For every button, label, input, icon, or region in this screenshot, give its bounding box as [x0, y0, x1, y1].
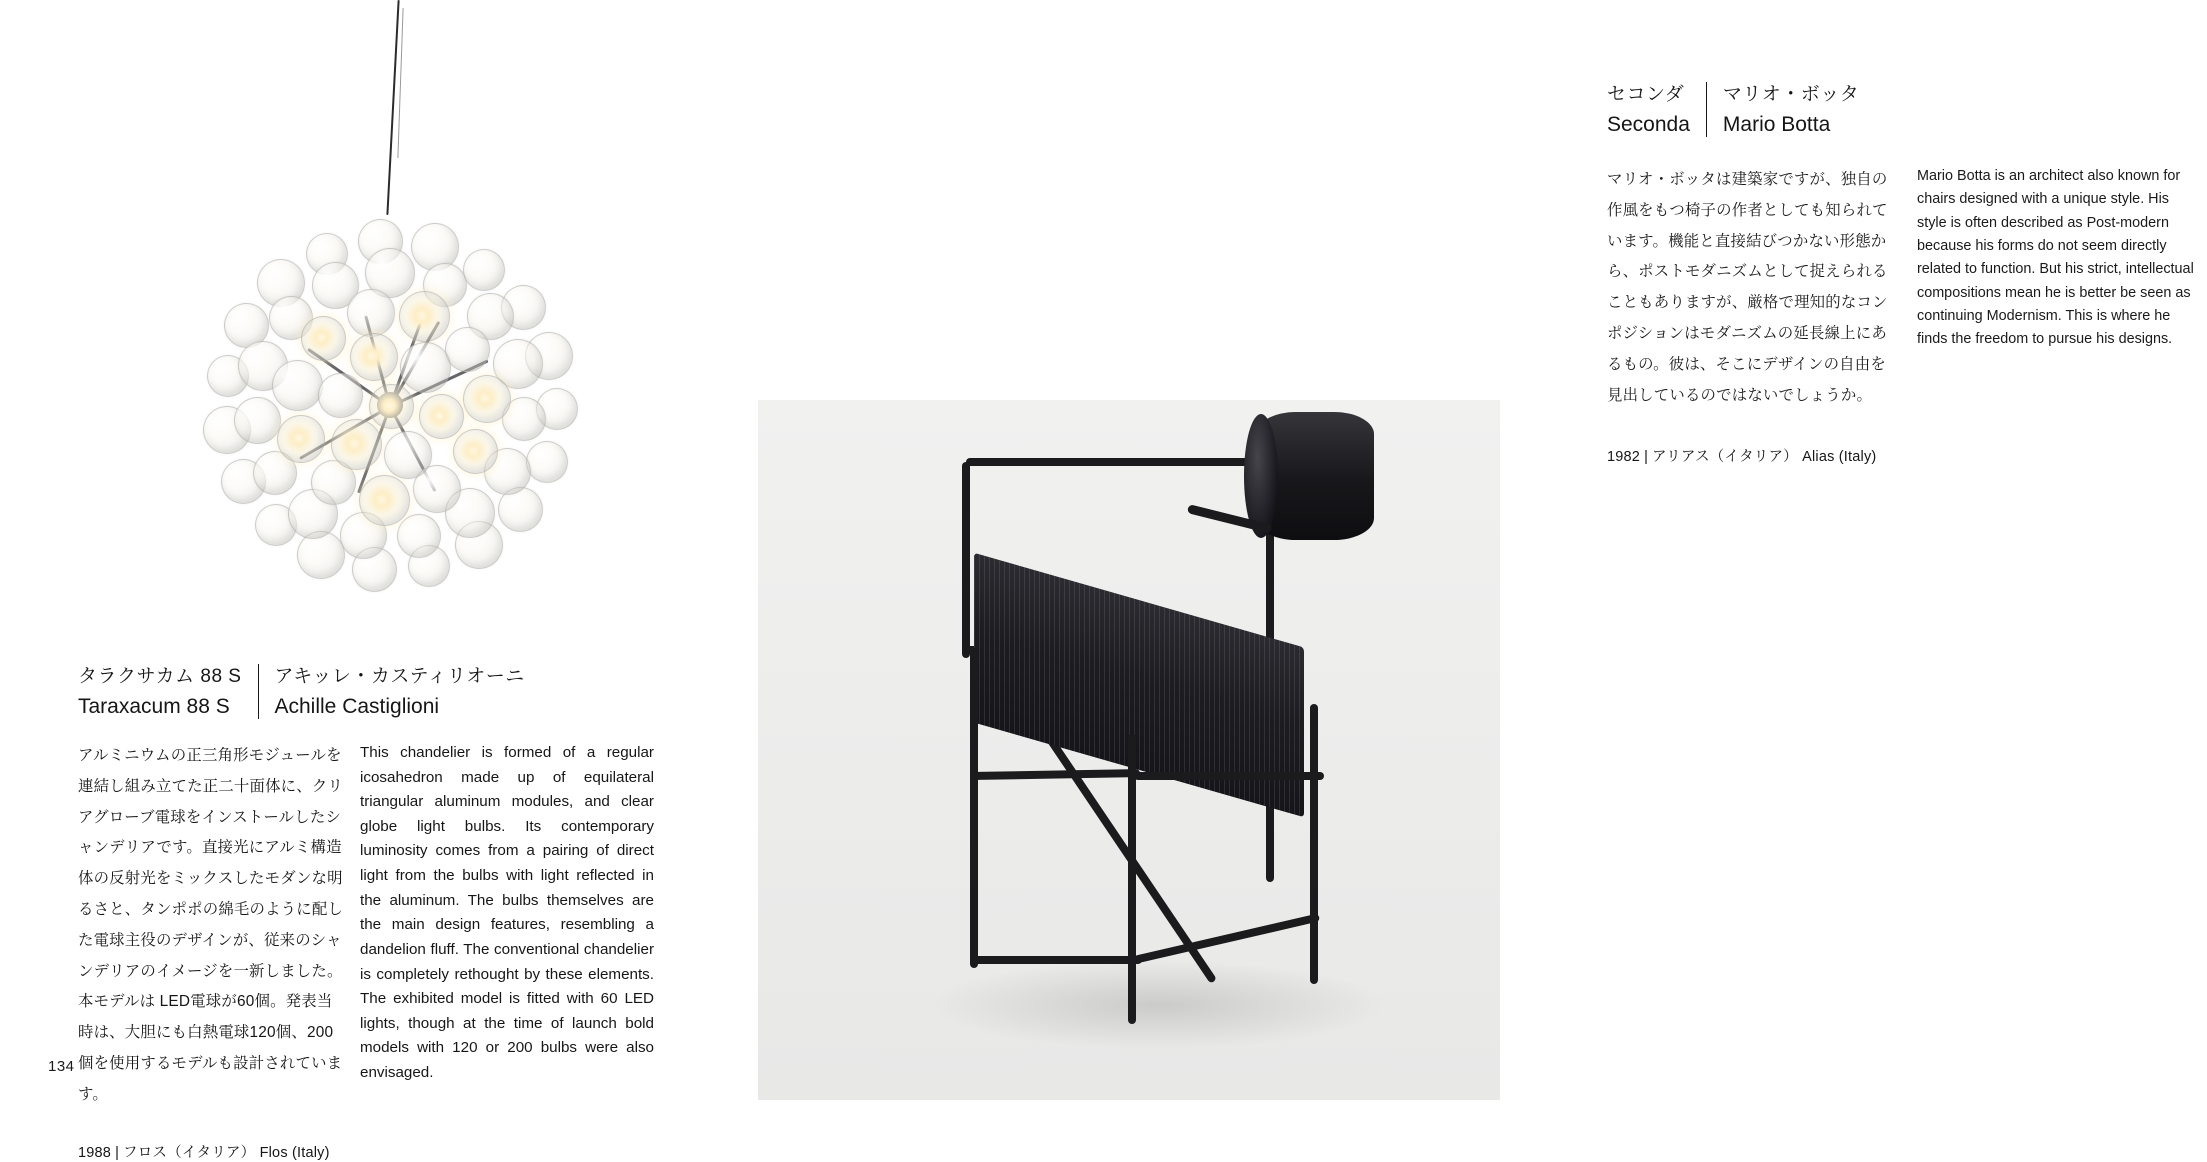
title-divider: [258, 664, 259, 719]
right-designer-en: Mario Botta: [1722, 113, 1831, 137]
chair-back-top-rail: [966, 458, 1276, 466]
left-credit-line: [78, 1141, 670, 1162]
right-designer-name: [1723, 80, 1859, 141]
chair-illustration: [758, 400, 1500, 1100]
right-body-english: Mario Botta is an architect also known for chairs designed with a unique style. His style is often described as Post-modern because his forms do not seem directly related to function. But his strict, intellectual compositions mean he is better be seen as continuing Modernism. This is where he finds the freedom to pursue his designs.: [1917, 167, 2194, 348]
left-designer-jp: アキッレ・カスティリオーニ: [274, 666, 525, 687]
right-product-title: [1607, 80, 1690, 141]
chair-upper-cross-rail: [1134, 772, 1324, 780]
chair-bottom-side-rail: [1133, 913, 1320, 964]
right-credit-maker-en: Alias (Italy): [1802, 449, 1877, 466]
chandelier-bulb: [277, 415, 325, 463]
right-title-en: Seconda: [1607, 113, 1690, 137]
chandelier-bulb: [318, 373, 363, 418]
left-body-japanese: アルミニウムの正三角形モジュールを連結し組み立てた正二十面体に、クリアグローブ電球をインストールしたシャンデリアです。直接光にアルミ構造体の反射光をミックスしたモダンな明るさと、タンポポの綿毛のように配した電球主役のデザインが、従来のシャンデリアのイメージを一新しました。本モデルは LED電球が60個。発表当時は、大胆にも白熱電球120個、200個を使用するモデルも設計されています。: [78, 746, 344, 1103]
right-credit-line: [1607, 445, 2207, 466]
lamp-cord: [386, 0, 399, 215]
chair-back-left-post: [962, 462, 970, 658]
left-body-english: This chandelier is formed of a regular icosahedron made up of equilateral triangular aluminum modules, and clear globe light bulbs. Its contemporary luminosity comes from a pairing of direct light from the bulbs with light reflected in the aluminum. The bulbs themselves are the main design features, resembling a dandelion fluff. The conventional chandelier is completely rethought by these elements. The exhibited model is fitted with 60 LED lights, though at the time of launch bold models with 120 or 200 bulbs were also envisaged.: [360, 743, 654, 1082]
chandelier-bulb: [526, 441, 568, 483]
chandelier-bulb: [331, 419, 382, 470]
credit-separator: |: [115, 1144, 120, 1161]
seconda-chair-photo: [758, 400, 1500, 1100]
left-designer-en: Achille Castiglioni: [274, 695, 440, 719]
chandelier-bulb: [463, 249, 505, 291]
chandelier-bulb: [463, 375, 511, 423]
right-designer-jp: マリオ・ボッタ: [1722, 84, 1860, 105]
chair-front-left-leg: [970, 648, 978, 968]
chandelier-bulb: [400, 342, 451, 393]
chandelier-globe-cluster: [200, 215, 580, 595]
chandelier-bulb: [445, 327, 490, 372]
taraxacum-chandelier-photo: [0, 0, 748, 620]
chandelier-bulb: [399, 291, 450, 342]
right-title-jp: セコンダ: [1607, 84, 1685, 105]
chandelier-bulb: [347, 289, 395, 337]
chair-bottom-front-rail: [970, 956, 1142, 964]
right-credit-maker-jp: アリアス（イタリア）: [1652, 449, 1798, 466]
left-title-row: [78, 662, 670, 723]
left-credit-maker-en: Flos (Italy): [259, 1144, 330, 1161]
chandelier-bulb: [234, 397, 281, 444]
chair-seat-front-rail: [974, 769, 1140, 780]
title-divider: [1706, 82, 1707, 137]
chandelier-bulb: [419, 394, 464, 439]
right-caption-block: [1607, 80, 2207, 466]
chandelier-bulb: [384, 431, 432, 479]
left-designer-name: [275, 662, 525, 723]
folio-left: 134: [48, 1058, 75, 1075]
left-body-columns: [78, 741, 670, 1111]
left-page: [0, 0, 748, 1161]
left-credit-year: 1988: [78, 1144, 112, 1161]
left-product-title: [78, 662, 242, 723]
chandelier-bulb: [297, 531, 345, 579]
chandelier-bulb: [301, 316, 346, 361]
chandelier-bulb: [359, 475, 410, 526]
left-credit-maker-jp: フロス（イタリア）: [123, 1144, 256, 1161]
right-body-columns: [1607, 165, 2207, 412]
credit-separator: |: [1644, 449, 1649, 466]
chandelier-bulb: [397, 514, 441, 558]
chandelier-bulb: [350, 333, 398, 381]
right-title-row: [1607, 80, 2207, 141]
chandelier-bulb: [272, 360, 323, 411]
right-credit-year: 1982: [1607, 449, 1641, 466]
right-body-japanese: マリオ・ボッタは建築家ですが、独自の作風をもつ椅子の作者としても知られています。機能と直接結びつかない形態から、ポストモダニズムとして捉えられることもありますが、厳格で理知的なコンポジションはモダニズムの延長線上にあるもの。彼は、そこにデザインの自由を見出しているのではないでしょうか。: [1607, 170, 1888, 404]
chandelier-bulb: [369, 384, 414, 429]
lamp-cord-secondary: [397, 8, 403, 158]
chair-rear-right-leg: [1310, 704, 1318, 984]
chandelier-bulb: [453, 429, 498, 474]
left-caption-block: [78, 662, 670, 1162]
chair-floor-shadow: [928, 960, 1388, 1050]
left-title-en: Taraxacum 88 S: [78, 695, 230, 719]
left-title-jp: タラクサカム 88 S: [78, 666, 242, 687]
